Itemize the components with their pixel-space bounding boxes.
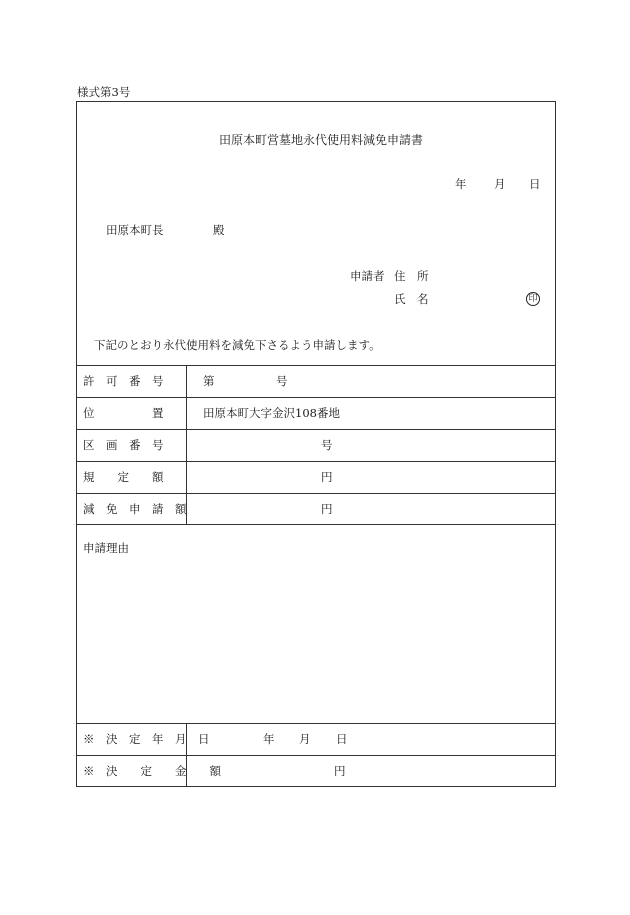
application-form: [76, 101, 556, 787]
date-month-label: 月: [494, 177, 506, 191]
decision-amount-label: ※ 決 定 金 額: [83, 764, 221, 778]
location-value: 田原本町大字金沢108番地: [203, 406, 340, 420]
row-divider: [77, 493, 555, 494]
row-divider: [77, 397, 555, 398]
addressee-name: 田原本町長: [106, 223, 164, 237]
location-label: 位 置: [83, 406, 164, 420]
row-divider: [77, 723, 555, 724]
applicant-name-label: 氏 名: [394, 292, 429, 306]
prescribed-amount-suffix: 円: [321, 470, 333, 484]
reason-label: 申請理由: [83, 541, 129, 555]
row-divider: [77, 461, 555, 462]
decision-amount-suffix: 円: [334, 764, 346, 778]
form-title: 田原本町営墓地永代使用料減免申請書: [219, 133, 424, 147]
decision-month-label: 月: [299, 732, 311, 746]
permit-number-suffix: 号: [276, 374, 288, 388]
decision-date-label: ※ 決 定 年 月 日: [83, 732, 210, 746]
row-divider: [77, 524, 555, 525]
reduction-amount-suffix: 円: [321, 502, 333, 516]
row-divider: [77, 365, 555, 366]
prescribed-amount-label: 規 定 額: [83, 470, 164, 484]
applicant-address-label: 住 所: [394, 269, 429, 283]
request-statement: 下記のとおり永代使用料を減免下さるよう申請します。: [94, 338, 381, 352]
permit-number-label: 許 可 番 号: [83, 374, 164, 388]
addressee-honorific: 殿: [213, 223, 225, 237]
applicant-label: 申請者: [350, 269, 385, 283]
permit-number-prefix: 第: [203, 374, 215, 388]
plot-number-label: 区 画 番 号: [83, 438, 164, 452]
date-year-label: 年: [455, 177, 467, 191]
form-number-label: 様式第3号: [77, 85, 131, 99]
row-divider: [77, 429, 555, 430]
date-day-label: 日: [529, 177, 541, 191]
row-divider: [77, 755, 555, 756]
decision-year-label: 年: [263, 732, 275, 746]
decision-day-label: 日: [336, 732, 348, 746]
seal-mark: 印: [526, 292, 540, 306]
reduction-amount-label: 減 免 申 請 額: [83, 502, 187, 516]
plot-number-suffix: 号: [321, 438, 333, 452]
column-divider: [186, 365, 187, 524]
